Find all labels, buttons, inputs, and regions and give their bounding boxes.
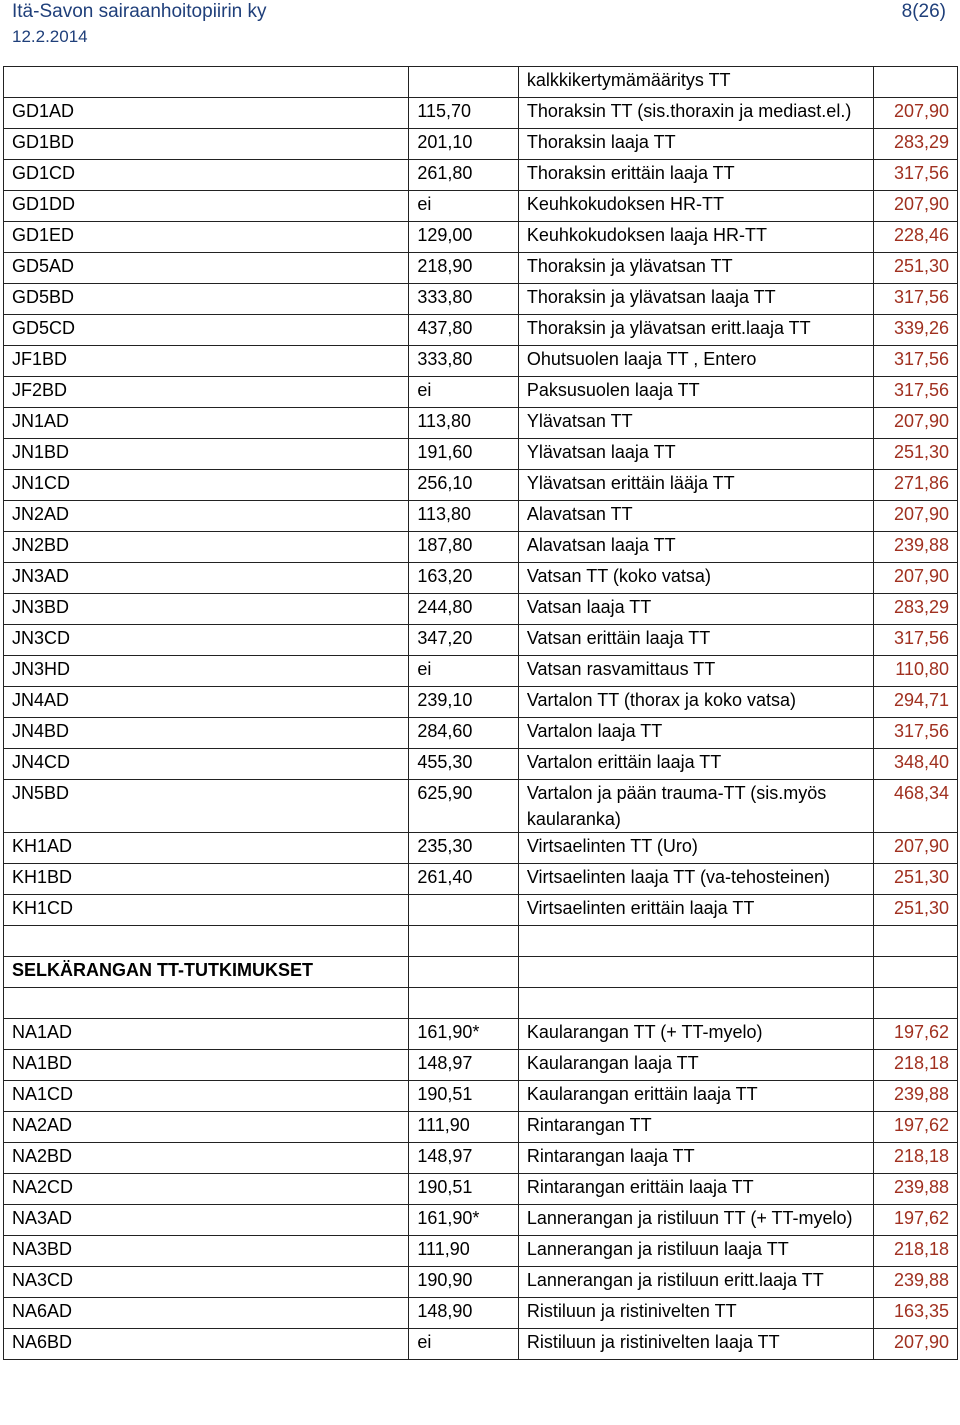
- old-price: 284,60: [409, 718, 519, 749]
- table-row: [4, 1050, 958, 1081]
- exam-code: GD1AD: [4, 98, 409, 129]
- document-date: 12.2.2014: [12, 27, 88, 46]
- new-price: 110,80: [874, 656, 958, 687]
- old-price: 347,20: [409, 625, 519, 656]
- old-price: 148,97: [409, 1143, 519, 1174]
- new-price: 317,56: [874, 625, 958, 656]
- exam-code: NA3CD: [4, 1267, 409, 1298]
- exam-description: Alavatsan TT: [518, 501, 873, 532]
- price-table-body: [4, 67, 958, 1360]
- old-price: 163,20: [409, 563, 519, 594]
- new-price: 251,30: [874, 253, 958, 284]
- new-price: 163,35: [874, 1298, 958, 1329]
- new-price: 348,40: [874, 749, 958, 780]
- exam-description: Lannerangan ja ristiluun eritt.laaja TT: [518, 1267, 873, 1298]
- table-row: [4, 656, 958, 687]
- old-price: 218,90: [409, 253, 519, 284]
- old-price: ei: [409, 656, 519, 687]
- old-price: 161,90*: [409, 1019, 519, 1050]
- new-price: 283,29: [874, 129, 958, 160]
- table-row: [4, 129, 958, 160]
- exam-description: Ristiluun ja ristinivelten laaja TT: [518, 1329, 873, 1360]
- table-row: [4, 1174, 958, 1205]
- table-row: [4, 1298, 958, 1329]
- old-price: 333,80: [409, 284, 519, 315]
- exam-code: JF2BD: [4, 377, 409, 408]
- new-price: 207,90: [874, 191, 958, 222]
- old-price: 115,70: [409, 98, 519, 129]
- exam-description: Keuhkokudoksen laaja HR-TT: [518, 222, 873, 253]
- table-row: [4, 1081, 958, 1112]
- table-row: [4, 718, 958, 749]
- table-row: [4, 1019, 958, 1050]
- old-price: 625,90: [409, 780, 519, 833]
- exam-code: GD1BD: [4, 129, 409, 160]
- exam-description: Ylävatsan erittäin lääja TT: [518, 470, 873, 501]
- new-price: 197,62: [874, 1205, 958, 1236]
- new-price: 251,30: [874, 439, 958, 470]
- exam-description: Vatsan rasvamittaus TT: [518, 656, 873, 687]
- old-price: [409, 957, 519, 988]
- table-row: [4, 377, 958, 408]
- new-price: 251,30: [874, 864, 958, 895]
- exam-description: Rintarangan TT: [518, 1112, 873, 1143]
- table-row: [4, 780, 958, 833]
- exam-code: NA2CD: [4, 1174, 409, 1205]
- exam-code: JN3CD: [4, 625, 409, 656]
- organization-name: Itä-Savon sairaanhoitopiirin ky: [12, 1, 267, 22]
- old-price: 261,40: [409, 864, 519, 895]
- new-price: 218,18: [874, 1143, 958, 1174]
- exam-description: Virtsaelinten TT (Uro): [518, 833, 873, 864]
- table-row: [4, 1236, 958, 1267]
- exam-code: JN2BD: [4, 532, 409, 563]
- old-price: 111,90: [409, 1236, 519, 1267]
- exam-description: Lannerangan ja ristiluun laaja TT: [518, 1236, 873, 1267]
- old-price: 455,30: [409, 749, 519, 780]
- new-price: 207,90: [874, 833, 958, 864]
- exam-description: Kaularangan TT (+ TT-myelo): [518, 1019, 873, 1050]
- exam-description: Keuhkokudoksen HR-TT: [518, 191, 873, 222]
- exam-code: GD1CD: [4, 160, 409, 191]
- old-price: ei: [409, 1329, 519, 1360]
- exam-code: JN3HD: [4, 656, 409, 687]
- old-price: 333,80: [409, 346, 519, 377]
- exam-description: Vatsan erittäin laaja TT: [518, 625, 873, 656]
- exam-description: Ristiluun ja ristinivelten TT: [518, 1298, 873, 1329]
- old-price: 256,10: [409, 470, 519, 501]
- table-row: [4, 1112, 958, 1143]
- exam-code: [4, 988, 409, 1019]
- exam-description: Thoraksin erittäin laaja TT: [518, 160, 873, 191]
- exam-code: NA6AD: [4, 1298, 409, 1329]
- exam-code: [4, 67, 409, 98]
- exam-code: GD5BD: [4, 284, 409, 315]
- old-price: 148,90: [409, 1298, 519, 1329]
- section-heading-row: [4, 957, 958, 988]
- exam-code: GD1DD: [4, 191, 409, 222]
- exam-code: JN1AD: [4, 408, 409, 439]
- exam-description: [518, 988, 873, 1019]
- exam-code: GD5CD: [4, 315, 409, 346]
- new-price: 218,18: [874, 1236, 958, 1267]
- exam-code: KH1CD: [4, 895, 409, 926]
- exam-description: Ylävatsan TT: [518, 408, 873, 439]
- new-price: 317,56: [874, 346, 958, 377]
- new-price: 228,46: [874, 222, 958, 253]
- exam-code: JN4AD: [4, 687, 409, 718]
- exam-description: Thoraksin TT (sis.thoraxin ja mediast.el.): [518, 98, 873, 129]
- table-row: [4, 222, 958, 253]
- new-price: 251,30: [874, 895, 958, 926]
- new-price: 239,88: [874, 1174, 958, 1205]
- exam-code: JN5BD: [4, 780, 409, 833]
- old-price: 191,60: [409, 439, 519, 470]
- table-row: [4, 532, 958, 563]
- table-row: [4, 625, 958, 656]
- old-price: 190,51: [409, 1174, 519, 1205]
- table-row: [4, 1329, 958, 1360]
- blank-row: [4, 988, 958, 1019]
- old-price: ei: [409, 191, 519, 222]
- exam-code: NA2BD: [4, 1143, 409, 1174]
- table-row: [4, 833, 958, 864]
- exam-description: Lannerangan ja ristiluun TT (+ TT-myelo): [518, 1205, 873, 1236]
- old-price: 161,90*: [409, 1205, 519, 1236]
- new-price: 239,88: [874, 532, 958, 563]
- exam-description: Ylävatsan laaja TT: [518, 439, 873, 470]
- exam-code: JN1BD: [4, 439, 409, 470]
- old-price: 187,80: [409, 532, 519, 563]
- new-price: 468,34: [874, 780, 958, 833]
- new-price: 317,56: [874, 160, 958, 191]
- section-title: SELKÄRANGAN TT-TUTKIMUKSET: [4, 957, 409, 988]
- exam-code: JN1CD: [4, 470, 409, 501]
- exam-description: Thoraksin ja ylävatsan laaja TT: [518, 284, 873, 315]
- table-row: [4, 346, 958, 377]
- exam-description: Vartalon TT (thorax ja koko vatsa): [518, 687, 873, 718]
- new-price: 207,90: [874, 408, 958, 439]
- table-row: [4, 687, 958, 718]
- old-price: 239,10: [409, 687, 519, 718]
- old-price: 190,90: [409, 1267, 519, 1298]
- old-price: [409, 895, 519, 926]
- table-row: [4, 160, 958, 191]
- exam-code: NA1CD: [4, 1081, 409, 1112]
- page-number: 8(26): [901, 1, 946, 22]
- table-row: [4, 594, 958, 625]
- exam-code: NA1AD: [4, 1019, 409, 1050]
- exam-description: kalkkikertymämääritys TT: [518, 67, 873, 98]
- new-price: 317,56: [874, 284, 958, 315]
- exam-description: Thoraksin ja ylävatsan eritt.laaja TT: [518, 315, 873, 346]
- table-row: [4, 1205, 958, 1236]
- exam-description: Alavatsan laaja TT: [518, 532, 873, 563]
- exam-description: Rintarangan erittäin laaja TT: [518, 1174, 873, 1205]
- new-price: 197,62: [874, 1019, 958, 1050]
- exam-description: Vartalon laaja TT: [518, 718, 873, 749]
- new-price: [874, 988, 958, 1019]
- table-row: [4, 315, 958, 346]
- old-price: 261,80: [409, 160, 519, 191]
- new-price: 317,56: [874, 718, 958, 749]
- new-price: 294,71: [874, 687, 958, 718]
- exam-code: NA3BD: [4, 1236, 409, 1267]
- old-price: 111,90: [409, 1112, 519, 1143]
- exam-description: [518, 926, 873, 957]
- exam-description: Vartalon ja pään trauma-TT (sis.myös kaularanka): [518, 780, 873, 833]
- table-row: [4, 1267, 958, 1298]
- exam-code: JN4BD: [4, 718, 409, 749]
- new-price: 207,90: [874, 501, 958, 532]
- new-price: 207,90: [874, 98, 958, 129]
- exam-code: KH1AD: [4, 833, 409, 864]
- table-row: [4, 864, 958, 895]
- exam-code: GD5AD: [4, 253, 409, 284]
- exam-description: Ohutsuolen laaja TT , Entero: [518, 346, 873, 377]
- new-price: 218,18: [874, 1050, 958, 1081]
- new-price: 271,86: [874, 470, 958, 501]
- old-price: ei: [409, 377, 519, 408]
- exam-description: Virtsaelinten erittäin laaja TT: [518, 895, 873, 926]
- exam-description: Thoraksin laaja TT: [518, 129, 873, 160]
- exam-description: Kaularangan laaja TT: [518, 1050, 873, 1081]
- new-price: 339,26: [874, 315, 958, 346]
- table-row: [4, 895, 958, 926]
- new-price: 239,88: [874, 1081, 958, 1112]
- exam-code: KH1BD: [4, 864, 409, 895]
- new-price: 317,56: [874, 377, 958, 408]
- exam-code: GD1ED: [4, 222, 409, 253]
- old-price: 190,51: [409, 1081, 519, 1112]
- old-price: [409, 926, 519, 957]
- table-row: [4, 470, 958, 501]
- new-price: 283,29: [874, 594, 958, 625]
- old-price: [409, 988, 519, 1019]
- new-price: 239,88: [874, 1267, 958, 1298]
- table-row: [4, 563, 958, 594]
- table-row: [4, 67, 958, 98]
- exam-description: Vatsan TT (koko vatsa): [518, 563, 873, 594]
- old-price: [409, 67, 519, 98]
- exam-description: Paksusuolen laaja TT: [518, 377, 873, 408]
- exam-code: NA6BD: [4, 1329, 409, 1360]
- old-price: 244,80: [409, 594, 519, 625]
- exam-code: [4, 926, 409, 957]
- price-table: [3, 66, 958, 1360]
- exam-description: [518, 957, 873, 988]
- exam-code: NA2AD: [4, 1112, 409, 1143]
- new-price: 207,90: [874, 1329, 958, 1360]
- table-row: [4, 501, 958, 532]
- table-row: [4, 749, 958, 780]
- exam-code: JN2AD: [4, 501, 409, 532]
- exam-code: JN3BD: [4, 594, 409, 625]
- old-price: 113,80: [409, 501, 519, 532]
- exam-description: Vartalon erittäin laaja TT: [518, 749, 873, 780]
- exam-code: NA1BD: [4, 1050, 409, 1081]
- page-header: [0, 0, 960, 62]
- old-price: 113,80: [409, 408, 519, 439]
- new-price: 197,62: [874, 1112, 958, 1143]
- old-price: 437,80: [409, 315, 519, 346]
- table-row: [4, 439, 958, 470]
- table-row: [4, 98, 958, 129]
- new-price: [874, 67, 958, 98]
- exam-code: JN4CD: [4, 749, 409, 780]
- new-price: 207,90: [874, 563, 958, 594]
- exam-description: Kaularangan erittäin laaja TT: [518, 1081, 873, 1112]
- exam-description: Thoraksin ja ylävatsan TT: [518, 253, 873, 284]
- old-price: 148,97: [409, 1050, 519, 1081]
- exam-description: Vatsan laaja TT: [518, 594, 873, 625]
- new-price: [874, 926, 958, 957]
- table-row: [4, 284, 958, 315]
- table-row: [4, 1143, 958, 1174]
- exam-description: Rintarangan laaja TT: [518, 1143, 873, 1174]
- blank-row: [4, 926, 958, 957]
- old-price: 201,10: [409, 129, 519, 160]
- new-price: [874, 957, 958, 988]
- table-row: [4, 408, 958, 439]
- exam-description: Virtsaelinten laaja TT (va-tehosteinen): [518, 864, 873, 895]
- old-price: 129,00: [409, 222, 519, 253]
- old-price: 235,30: [409, 833, 519, 864]
- table-row: [4, 191, 958, 222]
- exam-code: JN3AD: [4, 563, 409, 594]
- table-row: [4, 253, 958, 284]
- exam-code: JF1BD: [4, 346, 409, 377]
- exam-code: NA3AD: [4, 1205, 409, 1236]
